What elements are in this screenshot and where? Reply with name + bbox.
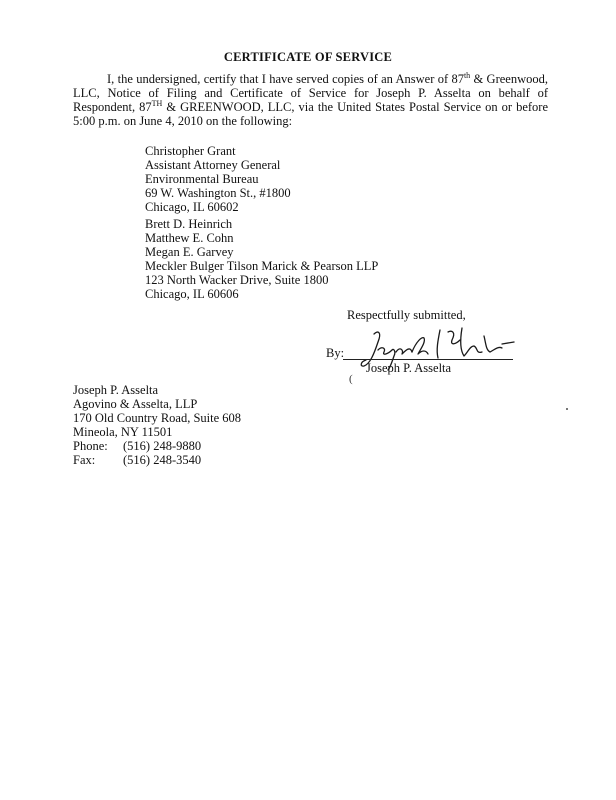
signer-address-block bbox=[73, 383, 241, 467]
fax-number: (516) 248-3540 bbox=[123, 453, 202, 467]
fax-label: Fax: bbox=[73, 453, 96, 467]
recipient-line: Brett D. Heinrich bbox=[145, 217, 233, 231]
stray-mark: ( bbox=[349, 373, 353, 385]
recipient-line: Megan E. Garvey bbox=[145, 245, 234, 259]
recipient-line: Christopher Grant bbox=[145, 144, 236, 158]
address-fax-row bbox=[73, 453, 241, 467]
recipient-line: 69 W. Washington St., #1800 bbox=[145, 186, 291, 200]
address-street: 170 Old Country Road, Suite 608 bbox=[73, 411, 242, 425]
certification-text-part1: I, the undersigned, certify that I have served copies of an Answer of 87 bbox=[107, 72, 464, 86]
by-label: By: bbox=[326, 346, 345, 360]
scan-speck bbox=[566, 408, 568, 410]
signer-name: Joseph P. Asselta bbox=[366, 361, 452, 375]
address-city: Mineola, NY 11501 bbox=[73, 425, 173, 439]
document-title: CERTIFICATE OF SERVICE bbox=[223, 50, 393, 64]
address-phone-row bbox=[73, 439, 241, 453]
recipient-line: Assistant Attorney General bbox=[145, 158, 281, 172]
recipient-line: 123 North Wacker Drive, Suite 1800 bbox=[145, 273, 329, 287]
recipient-line: Meckler Bulger Tilson Marick & Pearson LLP bbox=[145, 259, 379, 273]
phone-label: Phone: bbox=[73, 439, 108, 453]
signature-line bbox=[343, 359, 513, 360]
recipient-line: Chicago, IL 60602 bbox=[145, 200, 239, 214]
recipient-line: Chicago, IL 60606 bbox=[145, 287, 239, 301]
recipient-block-1 bbox=[145, 144, 291, 214]
recipient-line: Environmental Bureau bbox=[145, 172, 259, 186]
certification-paragraph bbox=[73, 72, 548, 128]
certification-text-part3: & GREENWOOD, LLC, via the United States Postal Service on or before 5:00 p.m. on June 4, 2010 on the following: bbox=[73, 100, 548, 128]
recipient-block-2 bbox=[145, 217, 378, 301]
superscript-TH: TH bbox=[151, 98, 163, 108]
phone-number: (516) 248-9880 bbox=[123, 439, 202, 453]
superscript-th: th bbox=[463, 70, 471, 80]
address-name: Joseph P. Asselta bbox=[73, 383, 159, 397]
closing-phrase: Respectfully submitted, bbox=[347, 308, 466, 322]
address-firm: Agovino & Asselta, LLP bbox=[73, 397, 198, 411]
recipient-line: Matthew E. Cohn bbox=[145, 231, 234, 245]
certification-text-part2: & Greenwood, LLC, Notice of Filing and Certificate of Service for Joseph P. Asselta on behalf of Respondent, 87 bbox=[73, 72, 548, 114]
